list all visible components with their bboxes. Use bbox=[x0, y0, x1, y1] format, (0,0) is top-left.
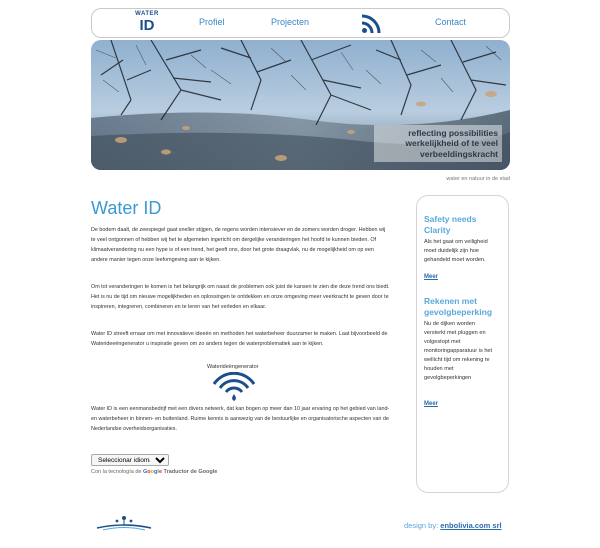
sidebar-text-line: Als het gaat om veiligheid bbox=[424, 239, 488, 245]
sidebar-title-line: Clarity bbox=[424, 225, 451, 235]
nav-link-contact[interactable]: Contact bbox=[435, 17, 467, 27]
paragraph-opportunities: Om tot veranderingen te komen is het belangrijk om naast de problemen ook juist de kansen te zien die deze trend ons biedt. Het is nu de tijd om nieuwe mogelijkheden en oplossingen te ontdekken en onze omgeving meer veerkracht te geven door te inspireren, integreren, combineren en te leren van het verleden en elkaar. bbox=[91, 284, 390, 310]
sidebar-title-gevolgbeperking bbox=[424, 296, 492, 318]
logo-word-id: ID bbox=[139, 17, 155, 34]
sidebar bbox=[416, 195, 509, 493]
sidebar-more-link-gevolgbeperking[interactable]: Meer bbox=[424, 401, 439, 407]
sidebar-text-line: Nu de dijken worden bbox=[424, 321, 475, 327]
sidebar-title-line: Safety needs bbox=[424, 214, 477, 224]
paragraph-intro: De bodem daalt, de zeespiegel gaat sneller stijgen, de regens worden intensiever en de zomers worden droger. Hebben wij te veel ontgonnen of hebben wij het te afgemeten ingericht om dergelijke veranderingen het hoofd te kunnen bieden. Of klimaatverandering nu een hype is of een trend, het geeft ons, door het grote draagvlak, nu de mogelijkheid om op een andere manier tegen onze leefomgeving aan te kijken. bbox=[91, 227, 386, 263]
sidebar-text-line: moet duidelijk zijn hoe bbox=[424, 248, 480, 254]
sidebar-text-line: wellicht tijd om rekening te bbox=[424, 357, 490, 363]
sidebar-text-gevolgbeperking bbox=[424, 320, 506, 383]
sidebar-text-line: versterkt met pluggen en bbox=[424, 330, 486, 336]
hero-caption-line: verbeeldingskracht bbox=[420, 148, 498, 159]
sidebar-more-link-safety[interactable]: Meer bbox=[424, 274, 439, 280]
top-navigation bbox=[91, 8, 510, 38]
paragraph-company: Water ID is een eenmansbedrijf met een divers netwerk, dat kan bogen op meer dan 10 jaar ervaring op het gebied van land- en waterbeheer in binnen- en buitenland. Ruime kennis is aanwezig van de bestuurlijke en organisatorische aspecten van de Nederlandse overheidsorganisaties. bbox=[91, 406, 390, 432]
hero-subcaption: water en natuur in de stad bbox=[446, 176, 510, 182]
paragraph-mission: Water ID streeft ernaar om met innovatieve ideeën en methoden het waterbeheer duurzamer te maken. Laat bijvoorbeeld de Waterideeëngenerator u inspiratie geven om zo anders tegen de waterproblematiek aan te kijken. bbox=[91, 331, 388, 347]
footer-credit bbox=[404, 521, 502, 530]
water-id-logo[interactable] bbox=[135, 11, 159, 35]
sidebar-text-safety bbox=[424, 238, 506, 265]
google-translate-link[interactable]: Traductor de Google bbox=[163, 469, 218, 475]
sidebar-title-line: gevolgbeperking bbox=[424, 307, 493, 317]
sidebar-title-line: Rekenen met bbox=[424, 296, 477, 306]
wifi-water-drop-icon[interactable] bbox=[212, 372, 256, 402]
sidebar-text-line: volgestopt met bbox=[424, 339, 461, 345]
google-wordmark: Google bbox=[143, 469, 162, 475]
nav-link-profiel[interactable]: Profiel bbox=[199, 17, 225, 27]
sidebar-title-safety bbox=[424, 214, 476, 236]
powered-by-google bbox=[91, 469, 217, 475]
footer-water-logo-icon bbox=[95, 512, 153, 532]
language-select[interactable] bbox=[91, 454, 169, 466]
logo-word-water: WATER bbox=[135, 11, 159, 17]
sidebar-text-line: gevolgbeperkingen bbox=[424, 375, 472, 381]
hero-caption bbox=[374, 125, 502, 163]
generator-label: Waterideëngenerator bbox=[207, 364, 259, 370]
hero-caption-line: reflecting possibilities bbox=[408, 127, 498, 138]
hero-banner bbox=[91, 40, 510, 170]
powered-prefix: Con la tecnología de bbox=[91, 469, 142, 475]
page-title: Water ID bbox=[91, 198, 162, 218]
nav-link-projecten[interactable]: Projecten bbox=[271, 17, 310, 27]
rss-icon[interactable] bbox=[361, 14, 381, 34]
sidebar-text-line: gehandeld moet worden. bbox=[424, 257, 486, 263]
sidebar-text-line: houden met bbox=[424, 366, 454, 372]
footer-design-label: design by: bbox=[404, 521, 439, 530]
sidebar-text-line: monitoringapparatuur is het bbox=[424, 348, 493, 354]
hero-caption-line: werkelijkheid of te veel bbox=[405, 138, 498, 148]
footer-design-link[interactable]: enbolivia.com srl bbox=[440, 521, 502, 530]
